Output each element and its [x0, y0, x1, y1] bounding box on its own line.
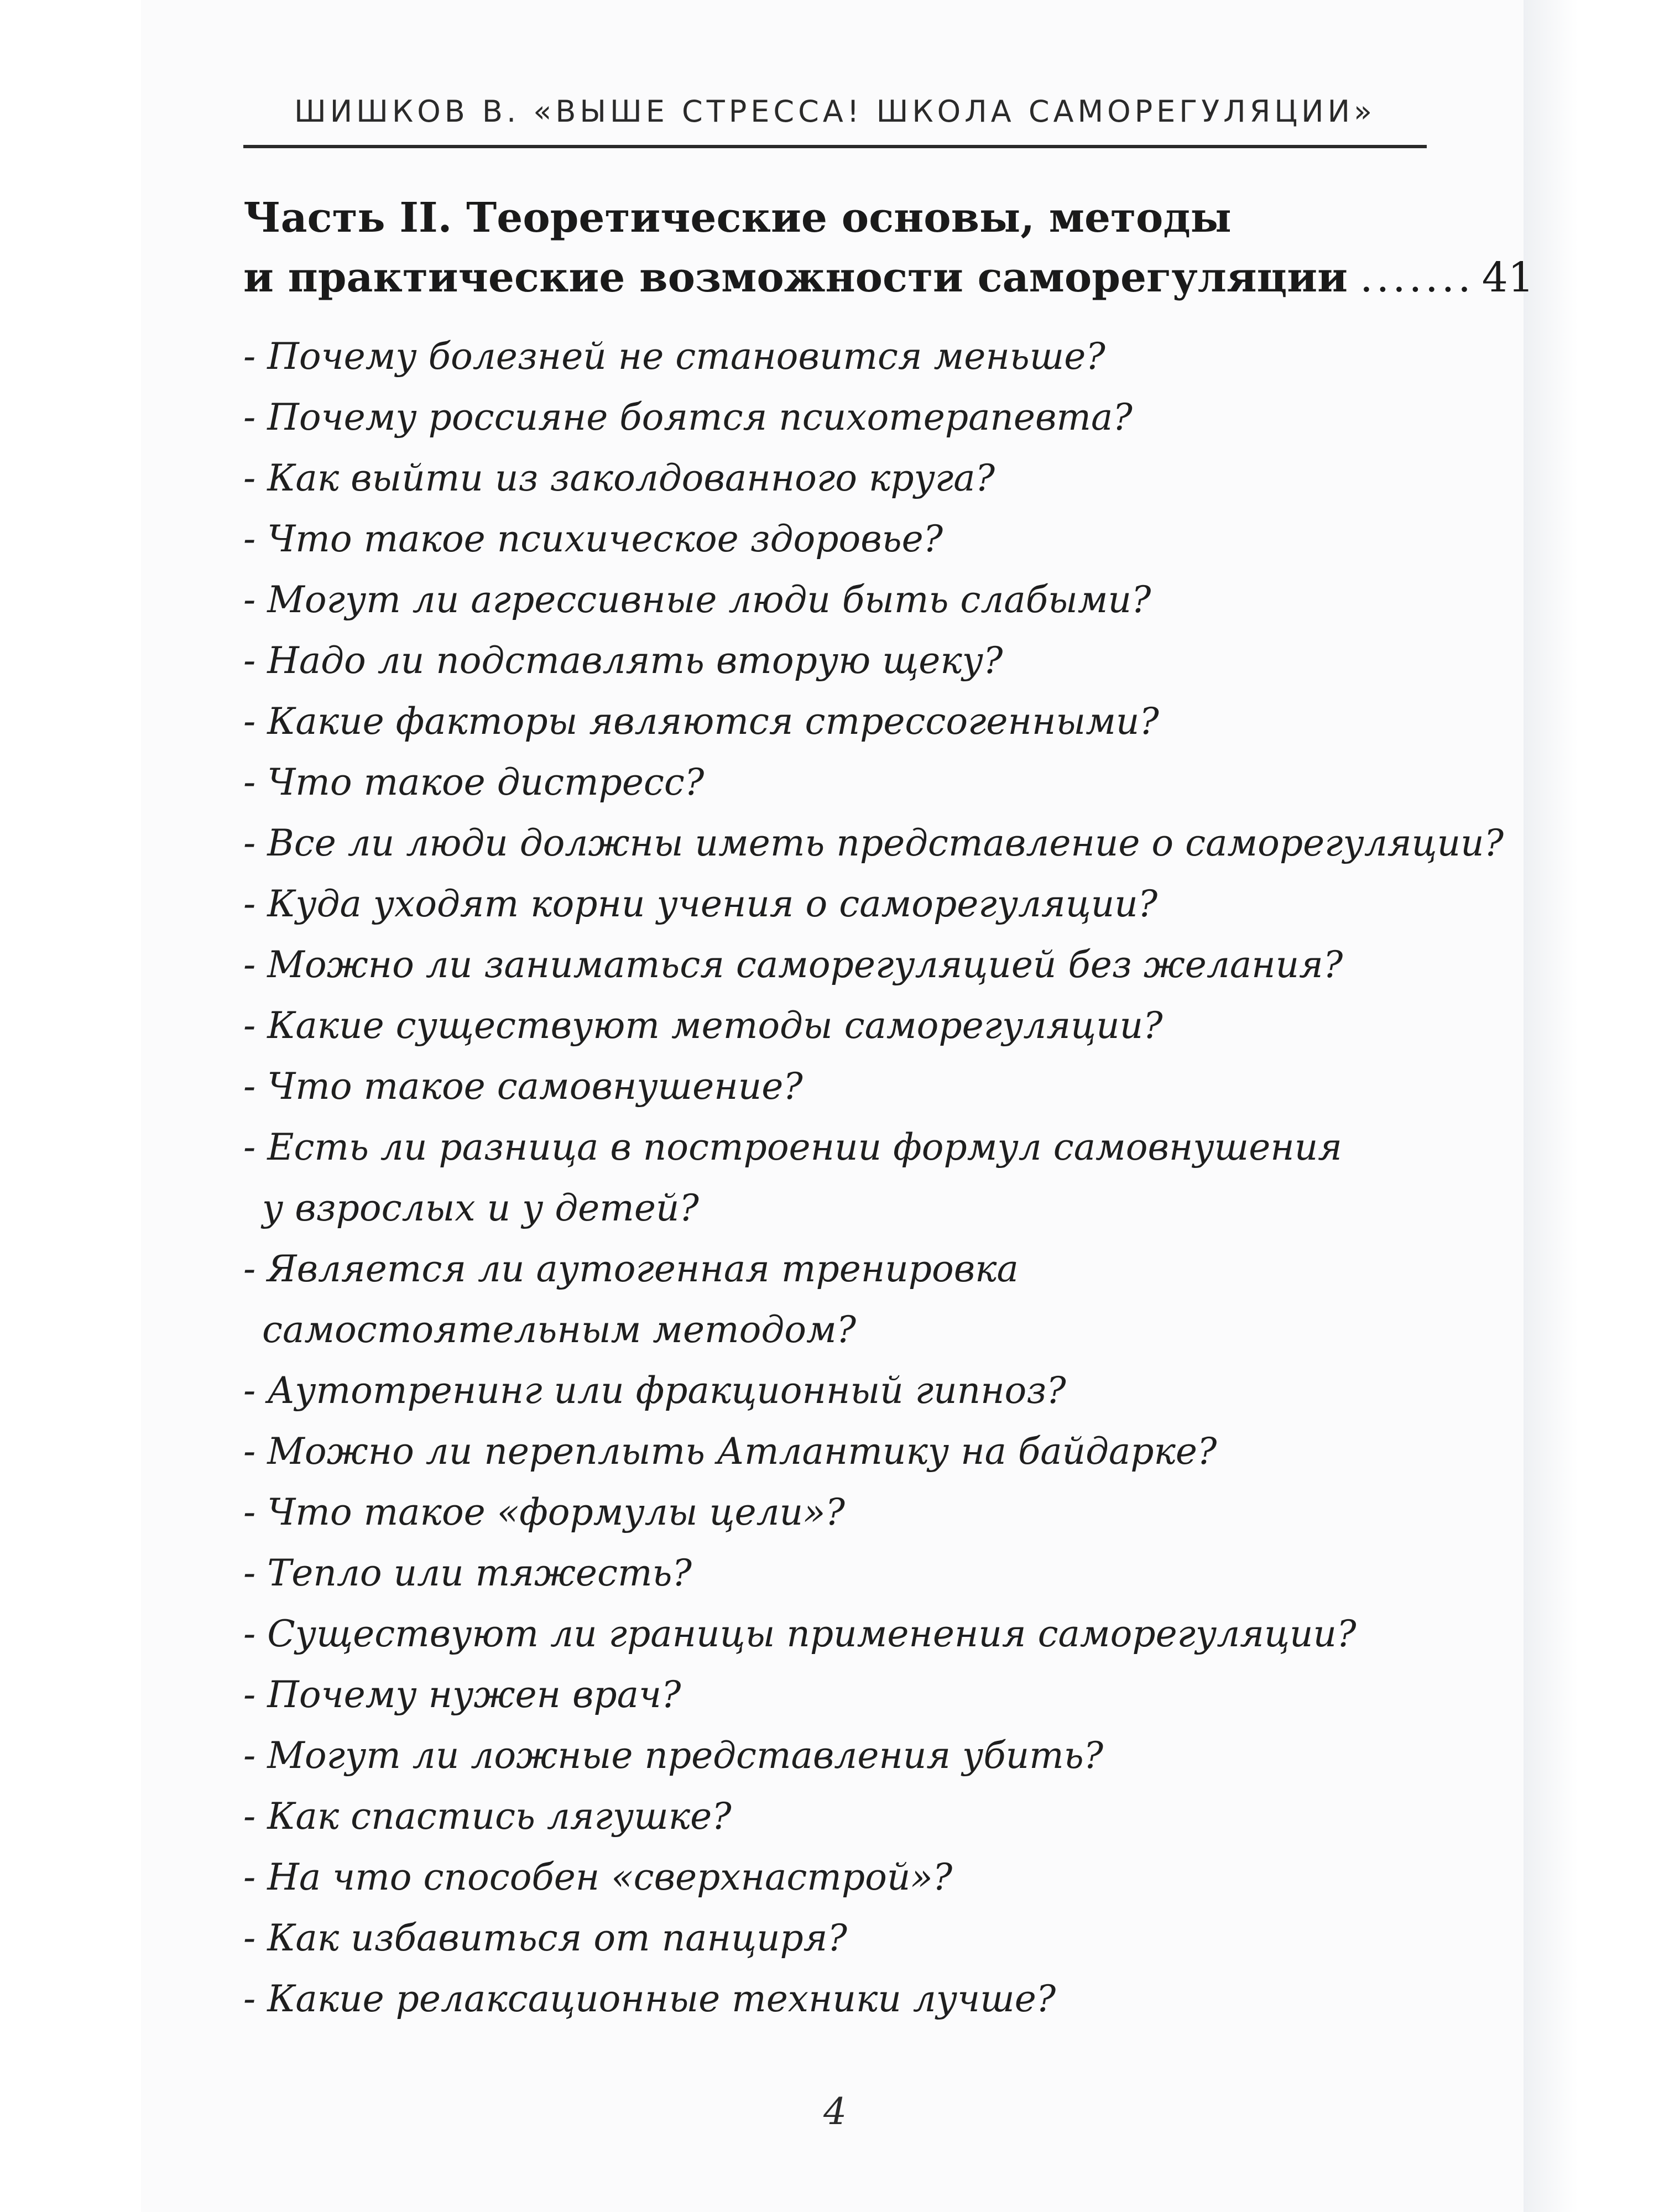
toc-item [243, 1117, 1427, 1239]
part-title-line-2-text: и практические возможности саморегуляции [243, 254, 1348, 301]
toc-item: - Все ли люди должны иметь представление о саморегуляции? [243, 822, 1504, 864]
toc-item: - Аутотренинг или фракционный гипноз? [243, 1369, 1066, 1412]
toc-item: - Почему болезней не становится меньше? [243, 335, 1105, 378]
part-title-line-1: Часть II. Теоретические основы, методы [243, 194, 1232, 242]
running-head: ШИШКОВ В. «ВЫШЕ СТРЕССА! ШКОЛА САМОРЕГУЛЯЦИИ» [294, 94, 1376, 129]
toc-question-list [243, 326, 1504, 2030]
toc-item: - Могут ли ложные представления убить? [243, 1734, 1104, 1777]
toc-item: - Какие существуют методы саморегуляции? [243, 1004, 1163, 1047]
header-rule [243, 145, 1427, 148]
part-page-number: 41 [1481, 254, 1534, 301]
toc-item: - Что такое «формулы цели»? [243, 1491, 845, 1533]
toc-item: - Почему нужен врач? [243, 1673, 681, 1716]
toc-item-continuation: самостоятельным методом? [262, 1308, 857, 1351]
toc-item: - Какие факторы являются стрессогенными? [243, 700, 1159, 743]
toc-item: - Что такое психическое здоровье? [243, 518, 943, 560]
toc-item: - Надо ли подставлять вторую щеку? [243, 639, 1003, 682]
toc-item-line: - Является ли аутогенная тренировка [243, 1248, 1019, 1290]
toc-item: - Что такое самовнушение? [243, 1065, 803, 1108]
page-number: 4 [823, 2090, 847, 2133]
part-title-line-2 [243, 248, 1534, 307]
toc-item: - Можно ли переплыть Атлантику на байдарке? [243, 1430, 1217, 1473]
toc-item: - Как спастись лягушке? [243, 1795, 732, 1838]
toc-item: - Существуют ли границы применения саморегуляции? [243, 1613, 1357, 1655]
toc-item: - Могут ли агрессивные люди быть слабыми? [243, 578, 1151, 621]
toc-item: - Как выйти из заколдованного круга? [243, 457, 995, 499]
toc-item-continuation: у взрослых и у детей? [262, 1187, 699, 1229]
toc-item: - Тепло или тяжесть? [243, 1552, 692, 1594]
toc-item: - Как избавиться от панциря? [243, 1917, 847, 1959]
page-edge-shadow [1524, 0, 1659, 2212]
toc-item: - Можно ли заниматься саморегуляцией без желания? [243, 943, 1343, 986]
toc-item: - Какие релаксационные техники лучше? [243, 1978, 1056, 2020]
part-heading [243, 188, 1534, 307]
toc-item: - Почему россияне боятся психотерапевта? [243, 396, 1133, 439]
toc-item [243, 1239, 1427, 1360]
toc-item: - На что способен «сверхнастрой»? [243, 1856, 953, 1898]
toc-item: - Куда уходят корни учения о саморегуляции? [243, 883, 1158, 925]
dot-leader: ....... [1360, 254, 1474, 301]
toc-item: - Что такое дистресс? [243, 761, 705, 804]
toc-item-line: - Есть ли разница в построении формул самовнушения [243, 1126, 1342, 1168]
